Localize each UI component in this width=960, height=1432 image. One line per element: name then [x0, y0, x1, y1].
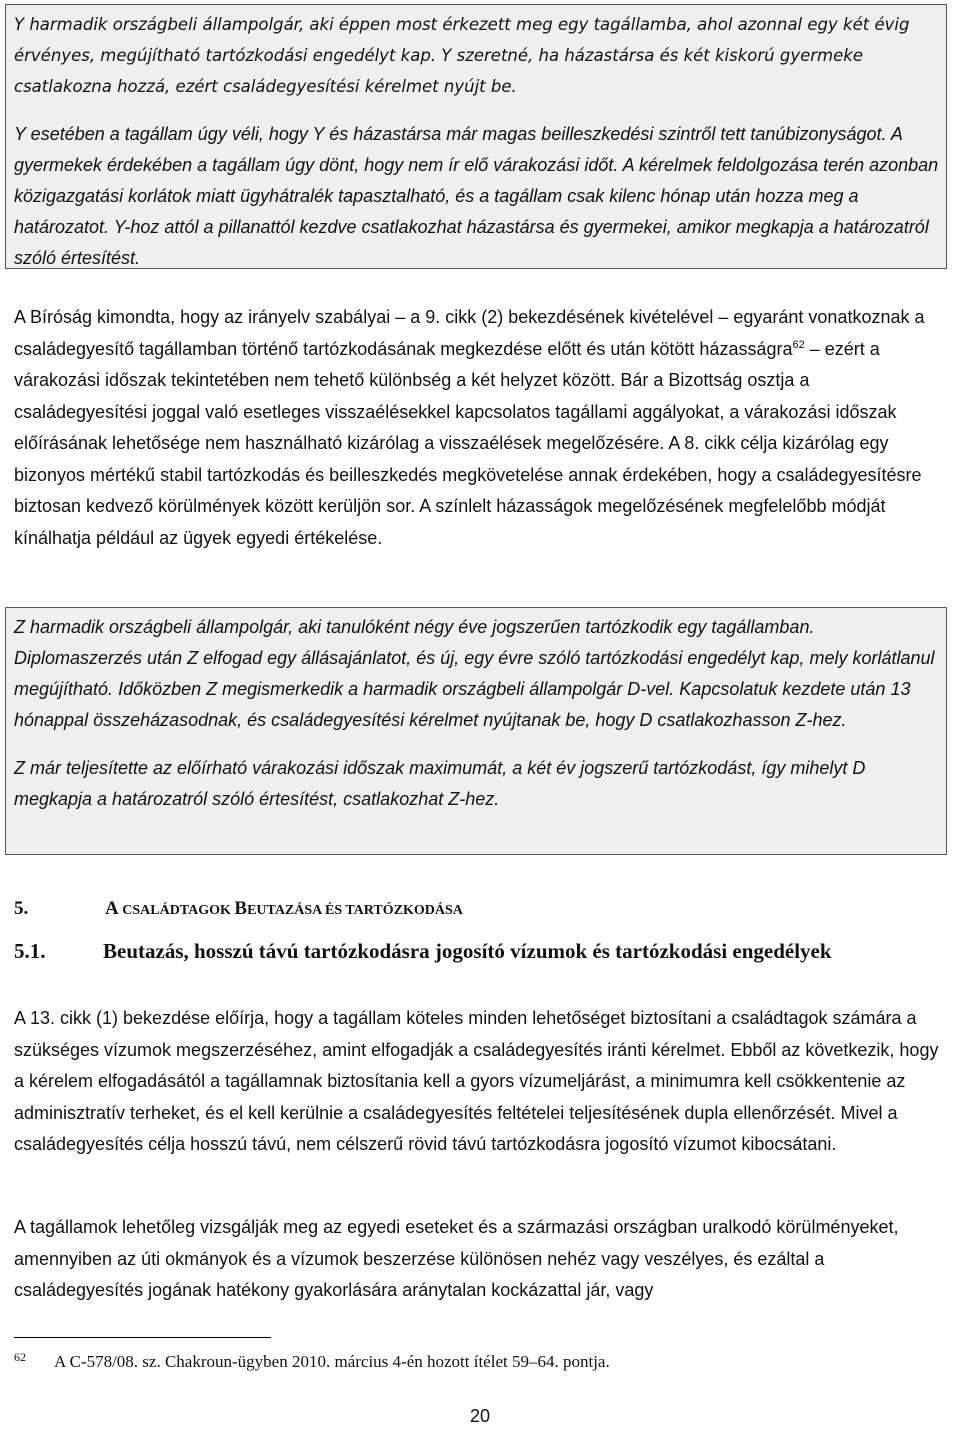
section-heading-5	[14, 898, 463, 920]
body-paragraph-2: A 13. cikk (1) bekezdése előírja, hogy a tagállam köteles minden lehetőséget biztosítani a családtagok számára a szükséges vízumok megszerzéséhez, amint elfogadják a családegyesítés iránti kérelmet. Ebből az következik, hogy a kérelem elfogadásától a tagállamnak biztosítania kell a gyors vízumeljárást, a minimumra kell csökkentenie az adminisztratív terheket, és el kell kerülnie a családegyesítés feltételei teljesítésének dupla ellenőrzését. Mivel a családegyesítés célja hosszú távú, nem célszerű rövid távú tartózkodásra jogosító vízumot kibocsátani.	[14, 1008, 939, 1154]
body-paragraph-1-text-b: – ezért a várakozási időszak tekintetében nem tehető különbség a két helyzet között. Bár a Bizottság osztja a családegyesítési joggal való esetleges visszaélésekkel kapcsolatos tagállami aggályokat, a várakozási időszak előírásának lehetősége nem használható kizárólag a visszaélések megelőzésére. A 8. cikk célja kizárólag egy bizonyos mértékű stabil tartózkodás és beilleszkedés megkövetelése annak érdekében, hogy a családegyesítésre biztosan kedvező körülmények között kerüljön sor. A színlelt házasságok megelőzésének megfelelőbb módját kínálhatja például az ügyek egyedi értékelése.	[14, 338, 922, 548]
section-number: 5.	[14, 898, 29, 919]
example-box-z	[5, 607, 947, 855]
footnote-ref-62[interactable]: 62	[792, 338, 805, 351]
subsection-title: Beutazás, hosszú távú tartózkodásra jogosító vízumok és tartózkodási engedélyek	[103, 939, 832, 963]
section-title-part-1: A	[105, 898, 119, 919]
section-title-part-2: CSALÁDTAGOK	[118, 903, 235, 918]
example-box-y	[5, 4, 947, 269]
section-title-part-3: B	[234, 898, 248, 919]
footnote-text: A C-578/08. sz. Chakroun-ügyben 2010. március 4-én hozott ítélet 59–64. pontja.	[54, 1352, 610, 1371]
footnote-62	[14, 1352, 610, 1372]
example-z-paragraph-2: Z már teljesítette az előírható várakozási időszak maximumát, a két év jogszerű tartózkodást, így mihelyt D megkapja a határozatról szóló értesítést, csatlakozhat Z-hez.	[14, 758, 866, 809]
example-y-paragraph-2: Y esetében a tagállam úgy véli, hogy Y és házastársa már magas beilleszkedési szintről tett tanúbizonyságot. A gyermekek érdekében a tagállam úgy dönt, hogy nem ír elő várakozási időt. A kérelmek feldolgozása terén azonban közigazgatási korlátok miatt ügyhátralék tapasztalható, és a tagállam csak kilenc hónap után hozza meg a határozatot. Y-hoz attól a pillanattól kezdve csatlakozhat házastársa és gyermekei, amikor megkapja a határozatról szóló értesítést.	[14, 124, 939, 268]
subsection-heading-5-1	[14, 937, 944, 965]
footnote-mark: 62	[14, 1350, 26, 1364]
body-paragraph-3: A tagállamok lehetőleg vizsgálják meg az egyedi eseteket és a származási országban uralkodó körülményeket, amennyiben az úti okmányok és a vízumok beszerzése különösen nehéz vagy veszélyes, és ezáltal a családegyesítés jogának hatékony gyakorlására aránytalan kockázattal jár, vagy	[14, 1217, 899, 1300]
body-paragraph-1	[14, 302, 944, 554]
page-number: 20	[469, 1406, 491, 1426]
example-z-paragraph-1: Z harmadik országbeli állampolgár, aki tanulóként négy éve jogszerűen tartózkodik egy tagállamban. Diplomaszerzés után Z elfogad egy állásajánlatot, és új, egy évre szóló tartózkodási engedélyt kap, mely korlátlanul megújítható. Időközben Z megismerkedik a harmadik országbeli állampolgár D-vel. Kapcsolatuk kezdete után 13 hónappal összeházasodnak, és családegyesítési kérelmet nyújtanak be, hogy D csatlakozhasson Z-hez.	[14, 617, 935, 730]
subsection-number: 5.1.	[14, 939, 46, 963]
example-y-paragraph-1: Y harmadik országbeli állampolgár, aki éppen most érkezett meg egy tagállamba, ahol azonnal egy két évig érvényes, megújítható tartózkodási engedélyt kap. Y szeretné, ha házastársa és két kiskorú gyermeke csatlakozna hozzá, ezért családegyesítési kérelmet nyújt be.	[14, 15, 910, 96]
footnote-separator	[14, 1337, 271, 1338]
body-paragraph-1-text-a: A Bíróság kimondta, hogy az irányelv szabályai – a 9. cikk (2) bekezdésének kivételével – egyaránt vonatkoznak a családegyesítő tagállamban történő tartózkodásának megkezdése előtt és után kötött házasságra	[14, 307, 925, 359]
section-title-part-4: EUTAZÁSA ÉS TARTÓZKODÁSA	[247, 903, 463, 918]
